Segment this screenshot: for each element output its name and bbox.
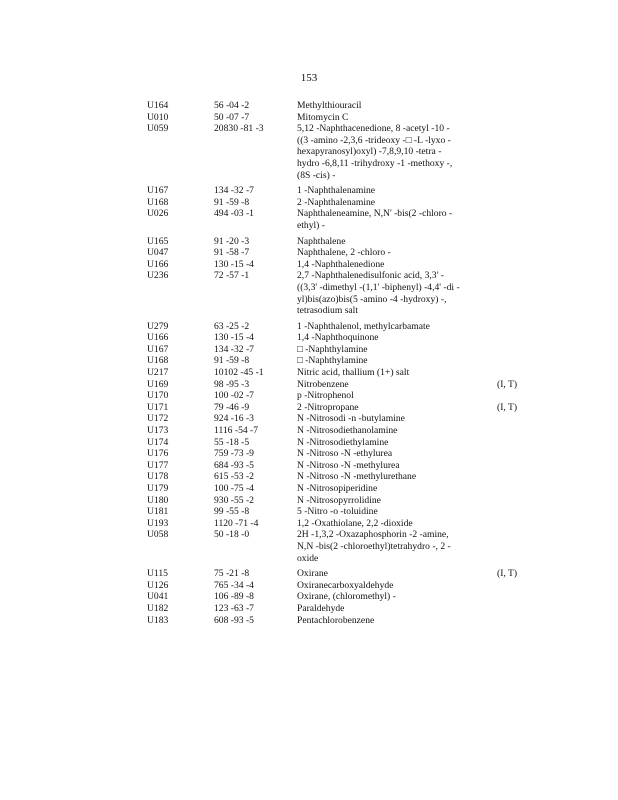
table-row — [0, 483, 618, 495]
waste-code: U172 — [147, 413, 169, 425]
cas-number: 759 -73 -9 — [214, 448, 254, 460]
substance-name-line: ethyl) - — [297, 219, 325, 231]
cas-number: 100 -75 -4 — [214, 483, 254, 494]
waste-code: U026 — [147, 208, 169, 220]
cas-number: 91 -58 -7 — [214, 247, 250, 259]
table-row — [0, 100, 618, 112]
table-row — [0, 270, 618, 316]
substance-name-line: Nitrobenzene — [297, 378, 349, 390]
substance-name — [297, 247, 487, 259]
cas-number: 130 -15 -4 — [214, 258, 254, 270]
substance-name — [297, 615, 487, 627]
substance-name-line: p -Nitrophenol — [297, 390, 354, 402]
cas-number: 684 -93 -5 — [214, 459, 254, 471]
cas-number: 50 -18 -0 — [214, 529, 250, 541]
substance-name-line: N -Nitroso -N -methylurethane — [297, 471, 417, 483]
waste-code: U177 — [147, 459, 169, 471]
substance-name-line: N,N -bis(2 -chloroethyl)tetrahydro -, 2 - — [297, 540, 451, 552]
substance-name-line: □ -Naphthylamine — [297, 343, 368, 355]
substance-name-line: N -Nitrosodi -n -butylamine — [297, 413, 405, 425]
cas-number: 100 -02 -7 — [214, 390, 254, 402]
substance-name — [297, 580, 487, 592]
substance-name-line: (8S -cis) - — [297, 169, 336, 181]
waste-code: U168 — [147, 196, 169, 208]
waste-code: U167 — [147, 343, 169, 355]
substance-name-line: Pentachlorobenzene — [297, 614, 375, 626]
substance-name — [297, 332, 487, 344]
substance-name-line: 5,12 -Naphthacenedione, 8 -acetyl -10 - — [297, 123, 450, 135]
substance-name — [297, 591, 487, 603]
substance-name-line: 1,2 -Oxathiolane, 2,2 -dioxide — [297, 517, 413, 529]
substance-name — [297, 603, 487, 615]
waste-code: U170 — [147, 390, 169, 402]
table-row — [0, 112, 618, 124]
cas-number: 924 -16 -3 — [214, 413, 254, 425]
substance-name-line: 1,4 -Naphthalenedione — [297, 258, 385, 270]
substance-name — [297, 197, 487, 209]
substance-name-line: Naphthalene — [297, 235, 346, 247]
substance-name-line: 1 -Naphthalenamine — [297, 185, 376, 197]
substance-name — [297, 425, 487, 437]
waste-code: U166 — [147, 258, 169, 270]
cas-number: 91 -59 -8 — [214, 355, 250, 367]
cas-number: 10102 -45 -1 — [214, 367, 264, 379]
table-row — [0, 321, 618, 333]
table-row — [0, 367, 618, 379]
substance-name-line: ((3 -amino -2,3,6 -trideoxy -□ -L -lyxo - — [297, 134, 451, 146]
waste-code: U181 — [147, 506, 169, 518]
cas-number: 91 -59 -8 — [214, 196, 250, 208]
substance-name-line: Oxiranecarboxyaldehyde — [297, 579, 394, 591]
substance-name-line: hexapyranosyl)oxyl) -7,8,9,10 -tetra - — [297, 146, 442, 158]
table-row — [0, 208, 618, 231]
substance-name-line: Nitric acid, thallium (1+) salt — [297, 367, 410, 379]
table-row — [0, 379, 618, 391]
table-row — [0, 236, 618, 248]
cas-number: 20830 -81 -3 — [214, 123, 264, 135]
waste-code: U183 — [147, 614, 169, 626]
waste-code: U166 — [147, 332, 169, 344]
substance-name — [297, 208, 487, 231]
page-number: 153 — [300, 72, 318, 84]
table-row — [0, 591, 618, 603]
substance-name — [297, 437, 487, 449]
substance-name — [297, 483, 487, 495]
substance-name — [297, 321, 487, 333]
substance-name-line: Naphthalene, 2 -chloro - — [297, 247, 391, 259]
cas-number: 130 -15 -4 — [214, 332, 254, 344]
table-row — [0, 344, 618, 356]
table-row — [0, 460, 618, 472]
cas-number: 55 -18 -5 — [214, 436, 250, 448]
cas-number: 50 -07 -7 — [214, 111, 250, 123]
substance-name — [297, 185, 487, 197]
waste-code: U217 — [147, 367, 169, 379]
substance-name — [297, 236, 487, 248]
substance-name — [297, 344, 487, 356]
table-row — [0, 355, 618, 367]
hazard-code: (I, T) — [497, 568, 518, 580]
substance-name-line: 2H -1,3,2 -Oxazaphosphorin -2 -amine, — [297, 529, 449, 541]
substance-name — [297, 413, 487, 425]
table-row — [0, 529, 618, 564]
cas-number: 56 -04 -2 — [214, 100, 250, 111]
substance-name-line: Oxirane — [297, 568, 328, 580]
cas-number: 608 -93 -5 — [214, 614, 254, 626]
table-row — [0, 495, 618, 507]
substance-name — [297, 355, 487, 367]
cas-number: 765 -34 -4 — [214, 579, 254, 591]
waste-code: U115 — [147, 568, 168, 580]
waste-code: U126 — [147, 579, 169, 591]
cas-number: 72 -57 -1 — [214, 270, 250, 282]
table-row — [0, 123, 618, 181]
substance-name-line: N -Nitroso -N -ethylurea — [297, 448, 393, 460]
substance-name — [297, 379, 487, 391]
cas-number: 1120 -71 -4 — [214, 517, 259, 529]
substance-name — [297, 518, 487, 530]
substance-name-line: oxide — [297, 552, 319, 564]
waste-code: U165 — [147, 235, 169, 247]
substance-name-line: N -Nitrosodiethylamine — [297, 436, 389, 448]
table-row — [0, 603, 618, 615]
cas-number: 615 -53 -2 — [214, 471, 254, 483]
substance-name-line: Methylthiouracil — [297, 100, 362, 111]
waste-code: U178 — [147, 471, 169, 483]
substance-name-line: N -Nitrosopiperidine — [297, 483, 378, 494]
table-row — [0, 425, 618, 437]
substance-name-line: hydro -6,8,11 -trihydroxy -1 -methoxy -, — [297, 157, 453, 169]
table-row — [0, 615, 618, 627]
table-row — [0, 580, 618, 592]
cas-number: 63 -25 -2 — [214, 320, 250, 332]
substance-name — [297, 448, 487, 460]
table-row — [0, 518, 618, 530]
waste-code-table — [0, 100, 618, 626]
waste-code: U164 — [147, 100, 169, 111]
cas-number: 98 -95 -3 — [214, 378, 250, 390]
table-row — [0, 413, 618, 425]
cas-number: 494 -03 -1 — [214, 208, 254, 220]
waste-code: U173 — [147, 425, 169, 437]
substance-name — [297, 495, 487, 507]
waste-code: U236 — [147, 270, 169, 282]
waste-code: U279 — [147, 320, 169, 332]
waste-code: U169 — [147, 378, 169, 390]
waste-code: U010 — [147, 111, 169, 123]
substance-name-line: N -Nitroso -N -methylurea — [297, 459, 400, 471]
waste-code: U171 — [147, 401, 169, 413]
cas-number: 123 -63 -7 — [214, 602, 254, 614]
cas-number: 1116 -54 -7 — [214, 425, 259, 437]
waste-code: U193 — [147, 517, 169, 529]
substance-name-line: 1,4 -Naphthoquinone — [297, 332, 379, 344]
table-row — [0, 332, 618, 344]
table-row — [0, 402, 618, 414]
substance-name-line: 1 -Naphthalenol, methylcarbamate — [297, 320, 430, 332]
waste-code: U167 — [147, 185, 169, 197]
waste-code: U168 — [147, 355, 169, 367]
table-row — [0, 448, 618, 460]
cas-number: 106 -89 -8 — [214, 591, 254, 603]
substance-name — [297, 100, 487, 112]
waste-code: U180 — [147, 494, 169, 506]
substance-name — [297, 568, 487, 580]
substance-name-line: tetrasodium salt — [297, 305, 359, 317]
waste-code: U174 — [147, 436, 169, 448]
table-row — [0, 437, 618, 449]
waste-code: U047 — [147, 247, 169, 259]
substance-name — [297, 471, 487, 483]
cas-number: 134 -32 -7 — [214, 185, 254, 197]
cas-number: 930 -55 -2 — [214, 494, 254, 506]
waste-code: U058 — [147, 529, 169, 541]
table-row — [0, 390, 618, 402]
table-row — [0, 247, 618, 259]
waste-code: U179 — [147, 483, 169, 494]
substance-name — [297, 506, 487, 518]
substance-name-line: Paraldehyde — [297, 602, 345, 614]
waste-code: U182 — [147, 602, 169, 614]
waste-code: U059 — [147, 123, 169, 135]
hazard-code: (I, T) — [497, 401, 518, 413]
substance-name-line: N -Nitrosopyrrolidine — [297, 494, 381, 506]
cas-number: 134 -32 -7 — [214, 343, 254, 355]
cas-number: 75 -21 -8 — [214, 568, 250, 580]
table-row — [0, 185, 618, 197]
substance-name-line: □ -Naphthylamine — [297, 355, 368, 367]
substance-name-line: ((3,3' -dimethyl -(1,1' -biphenyl) -4,4' -di - — [297, 281, 460, 293]
hazard-code: (I, T) — [497, 378, 518, 390]
substance-name — [297, 460, 487, 472]
substance-name-line: 2 -Naphthalenamine — [297, 196, 376, 208]
table-row — [0, 506, 618, 518]
table-row — [0, 259, 618, 271]
substance-name-line: 5 -Nitro -o -toluidine — [297, 506, 378, 518]
waste-code: U176 — [147, 448, 169, 460]
cas-number: 91 -20 -3 — [214, 235, 250, 247]
substance-name — [297, 123, 487, 181]
table-row — [0, 197, 618, 209]
substance-name — [297, 367, 487, 379]
cas-number: 99 -55 -8 — [214, 506, 250, 518]
substance-name-line: 2 -Nitropropane — [297, 401, 359, 413]
table-row — [0, 568, 618, 580]
substance-name — [297, 402, 487, 414]
substance-name-line: yl)bis(azo)bis(5 -amino -4 -hydroxy) -, — [297, 293, 447, 305]
substance-name — [297, 112, 487, 124]
substance-name — [297, 259, 487, 271]
substance-name-line: N -Nitrosodiethanolamine — [297, 425, 398, 437]
cas-number: 79 -46 -9 — [214, 401, 250, 413]
substance-name-line: Oxirane, (chloromethyl) - — [297, 591, 396, 603]
substance-name — [297, 390, 487, 402]
substance-name — [297, 529, 487, 564]
waste-code: U041 — [147, 591, 169, 603]
substance-name — [297, 270, 487, 316]
substance-name-line: Mitomycin C — [297, 111, 349, 123]
table-row — [0, 471, 618, 483]
substance-name-line: Naphthaleneamine, N,N' -bis(2 -chloro - — [297, 208, 453, 220]
substance-name-line: 2,7 -Naphthalenedisulfonic acid, 3,3' - — [297, 270, 444, 282]
